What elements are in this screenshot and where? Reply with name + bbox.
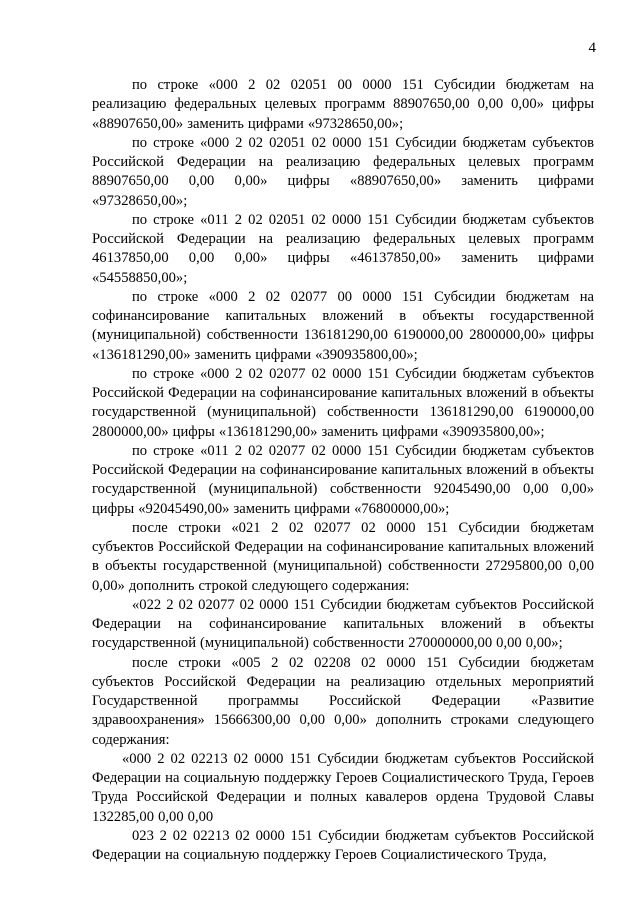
paragraph: по строке «000 2 02 02051 02 0000 151 Субсидии бюджетам субъектов Российской Федерации на реализацию федеральных целевых программ 88907650,00 0,00 0,00» цифры «88907650,00» заменить цифрами «97328650,00»; bbox=[92, 134, 594, 209]
paragraph: по строке «000 2 02 02077 02 0000 151 Субсидии бюджетам субъектов Российской Федерации на софинансирование капитальных вложений в объекты государственной (муниципальной) собственности 136181290,00 6190000,00 2800000,00» цифры «136181290,00» заменить цифрами «390935800,00»; bbox=[92, 365, 594, 440]
document-body bbox=[92, 76, 594, 865]
paragraph: по строке «011 2 02 02077 02 0000 151 Субсидии бюджетам субъектов Российской Федерации на софинансирование капитальных вложений в объекты государственной (муниципальной) собственности 92045490,00 0,00 0,00» цифры «92045490,00» заменить цифрами «76800000,00»; bbox=[92, 442, 594, 517]
paragraph: «000 2 02 02213 02 0000 151 Субсидии бюджетам субъектов Российской Федерации на социальную поддержку Героев Социалистического Труда, Героев Труда Российской Федерации и полных кавалеров ордена Трудовой Славы 132285,00 0,00 0,00 bbox=[92, 750, 594, 825]
paragraph: после строки «005 2 02 02208 02 0000 151 Субсидии бюджетам субъектов Российской Федерации на реализацию отдельных мероприятий Государственной программы Российской Федерации «Развитие здравоохранения» 15666300,00 0,00 0,00» дополнить строками следующего содержания: bbox=[92, 654, 594, 748]
page-number: 4 bbox=[588, 40, 596, 56]
paragraph: «022 2 02 02077 02 0000 151 Субсидии бюджетам субъектов Российской Федерации на софинансирование капитальных вложений в объекты государственной (муниципальной) собственности 270000000,00 0,00 0,00»; bbox=[92, 596, 594, 652]
paragraph: по строке «011 2 02 02051 02 0000 151 Субсидии бюджетам субъектов Российской Федерации на реализацию федеральных целевых программ 46137850,00 0,00 0,00» цифры «46137850,00» заменить цифрами «54558850,00»; bbox=[92, 211, 594, 286]
paragraph: после строки «021 2 02 02077 02 0000 151 Субсидии бюджетам субъектов Российской Федерации на софинансирование капитальных вложений в объекты государственной (муниципальной) собственности 27295800,00 0,00 0,00» дополнить строкой следующего содержания: bbox=[92, 519, 594, 594]
paragraph: 023 2 02 02213 02 0000 151 Субсидии бюджетам субъектов Российской Федерации на социальную поддержку Героев Социалистического Труда, bbox=[92, 827, 594, 863]
paragraph: по строке «000 2 02 02077 00 0000 151 Субсидии бюджетам на софинансирование капитальных вложений в объекты государственной (муниципальной) собственности 136181290,00 6190000,00 2800000,00» цифры «136181290,00» заменить цифрами «390935800,00»; bbox=[92, 288, 594, 363]
paragraph: по строке «000 2 02 02051 00 0000 151 Субсидии бюджетам на реализацию федеральных целевых программ 88907650,00 0,00 0,00» цифры «88907650,00» заменить цифрами «97328650,00»; bbox=[92, 77, 594, 132]
